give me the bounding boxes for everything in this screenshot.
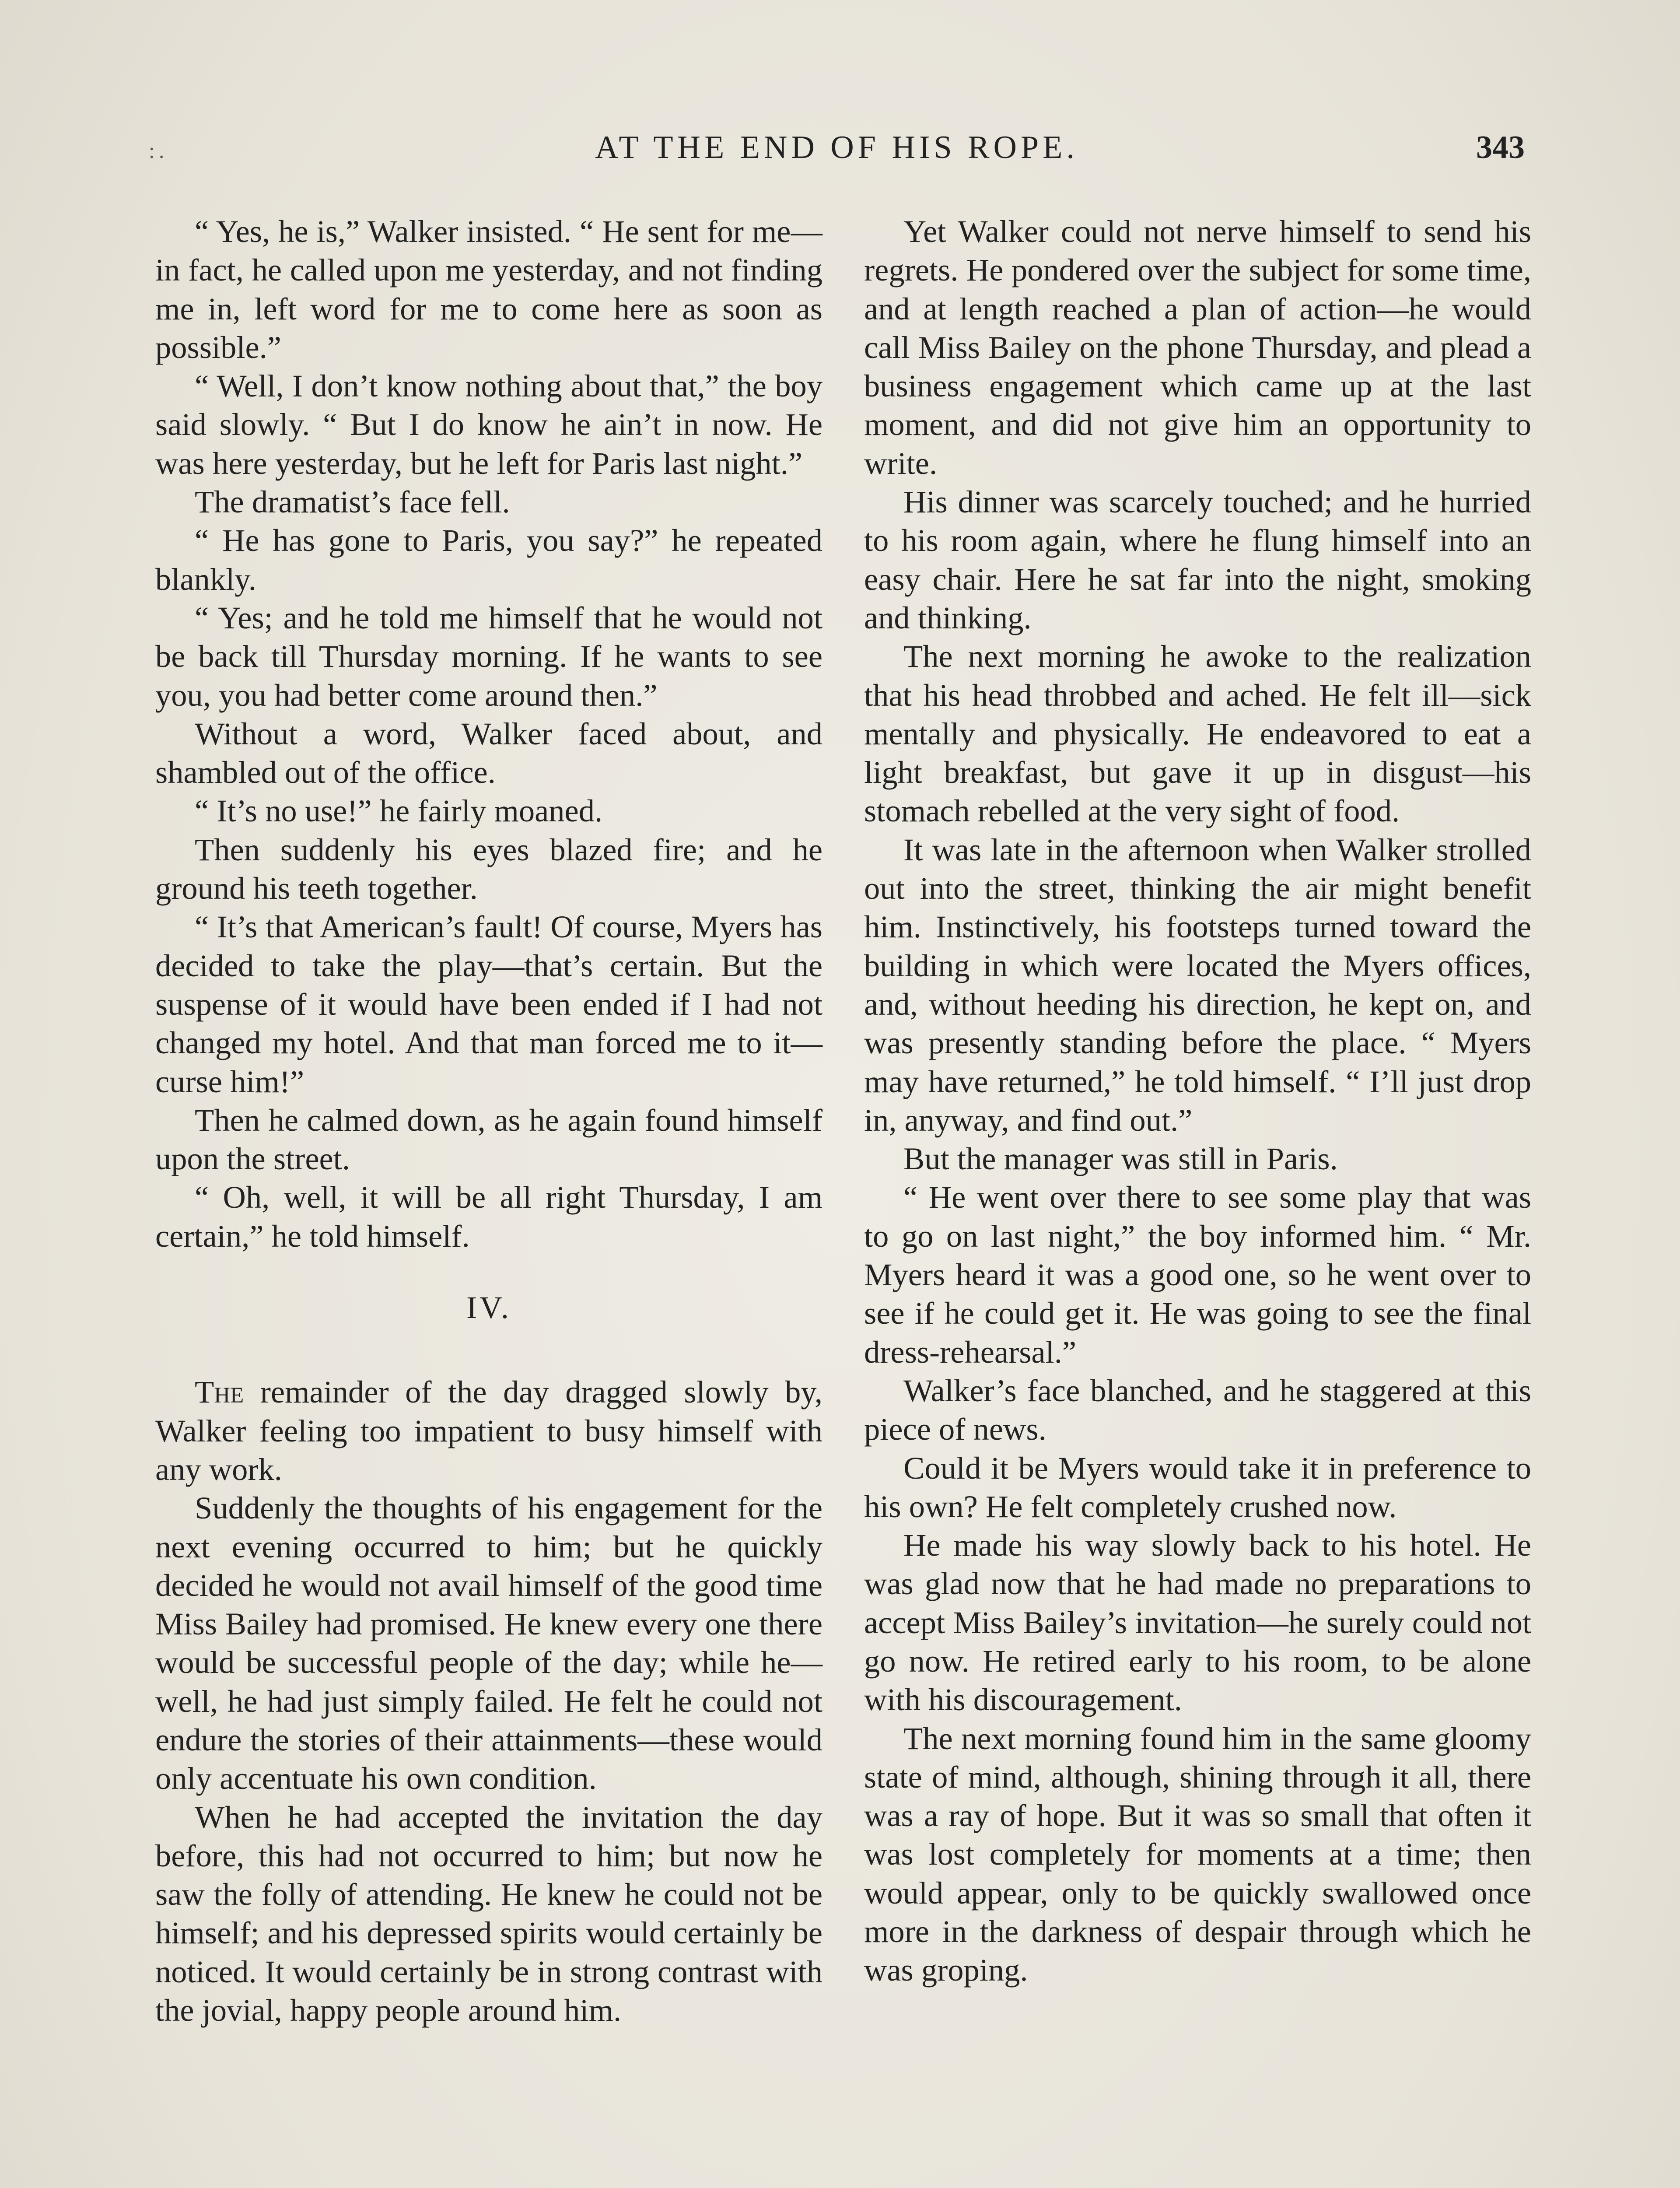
opening-text: remainder of the day dragged slowly by, Walker feeling too impatient to busy himself with any work.	[155, 1374, 822, 1487]
paragraph: Then he calmed down, as he again found himself upon the street.	[155, 1102, 822, 1177]
paragraph: The next morning found him in the same gloomy state of mind, although, shining through it all, there was a ray of hope. But it was so small that often it was lost completely for moments at a time; then would appear, only to be quickly swallowed once more in the darkness of despair through which he was groping.	[864, 1720, 1531, 1988]
paragraph: Walker’s face blanched, and he staggered at this piece of news.	[864, 1372, 1531, 1447]
paragraph: When he had accepted the invitation the day before, this had not occurred to him; but now he saw the folly of attending. He knew he could not be himself; and his depressed spirits would certainly be noticed. It would certainly be in strong contrast with the jovial, happy people around him.	[155, 1799, 822, 2028]
small-caps-lead: The	[195, 1374, 244, 1410]
section-heading: IV.	[466, 1290, 511, 1325]
running-header	[149, 129, 1525, 182]
paragraph: The next morning he awoke to the realization that his head throbbed and ached. He felt ill—sick mentally and physically. He endeavored to eat a light breakfast, but gave it up in disgust—his stomach rebelled at the very sight of food.	[864, 638, 1531, 829]
paragraph: It was late in the afternoon when Walker strolled out into the street, thinking the air might benefit him. Instinctively, his footsteps turned toward the building in which were located the Myers offices, and, without heeding his direction, he kept on, and was presently standing before the place. “ Myers may have returned,” he told himself. “ I’ll just drop in, anyway, and find out.”	[864, 831, 1531, 1138]
paragraph: Then suddenly his eyes blazed fire; and he ground his teeth together.	[155, 831, 822, 906]
page-number: 343	[1476, 130, 1525, 165]
paragraph: “ Well, I don’t know nothing about that,” the boy said slowly. “ But I do know he ain’t in now. He was here yesterday, but he left for Paris last night.”	[155, 368, 822, 481]
paragraph: But the manager was still in Paris.	[903, 1141, 1338, 1177]
section-opening-paragraph	[155, 1373, 822, 1489]
paragraph: “ It’s that American’s fault! Of course, Myers has decided to take the play—that’s certain. But the suspense of it would have been ended if I had not changed my hotel. And that man forced me to it—curse him!”	[155, 909, 822, 1099]
paragraph: The dramatist’s face fell.	[195, 484, 510, 520]
paragraph: His dinner was scarcely touched; and he hurried to his room again, where he flung himself into an easy chair. Here he sat far into the night, smoking and thinking.	[864, 484, 1531, 635]
header-mark: :.	[149, 138, 168, 163]
paragraph: “ Yes, he is,” Walker insisted. “ He sent for me—in fact, he called upon me yesterday, and not finding me in, left word for me to come here as soon as possible.”	[155, 214, 822, 365]
paragraph: He made his way slowly back to his hotel. He was glad now that he had made no preparations to accept Miss Bailey’s invitation—he surely could not go now. He retired early to his room, to be alone with his discouragement.	[864, 1527, 1531, 1718]
running-title: AT THE END OF HIS ROPE.	[595, 130, 1078, 165]
paragraph: “ He has gone to Paris, you say?” he repeated blankly.	[155, 522, 822, 597]
paragraph: Could it be Myers would take it in preference to his own? He felt completely crushed now.	[864, 1450, 1531, 1524]
paragraph: Yet Walker could not nerve himself to send his regrets. He pondered over the subject for some time, and at length reached a plan of action—he would call Miss Bailey on the phone Thursday, and plead a business engagement which came up at the last moment, and did not give him an opportunity to write.	[864, 214, 1531, 481]
paragraph: Without a word, Walker faced about, and shambled out of the office.	[155, 715, 822, 790]
paragraph: “ He went over there to see some play that was to go on last night,” the boy informed him. “ Mr. Myers heard it was a good one, so he went over to see if he could get it. He was going to see the final dress-rehearsal.”	[864, 1179, 1531, 1370]
paragraph: Suddenly the thoughts of his engagement for the next evening occurred to him; but he quickly decided he would not avail himself of the good time Miss Bailey had promised. He knew every one there would be successful people of the day; while he—well, he had just simply failed. He felt he could not endure the stories of their attainments—these would only accentuate his own condition.	[155, 1490, 822, 1796]
right-column	[864, 212, 1531, 1990]
paragraph: “ Yes; and he told me himself that he would not be back till Thursday morning. If he wants to see you, you had better come around then.”	[155, 600, 822, 713]
paragraph: “ It’s no use!” he fairly moaned.	[195, 793, 603, 829]
left-column	[155, 212, 822, 2030]
paragraph: “ Oh, well, it will be all right Thursday, I am certain,” he told himself.	[155, 1179, 822, 1254]
